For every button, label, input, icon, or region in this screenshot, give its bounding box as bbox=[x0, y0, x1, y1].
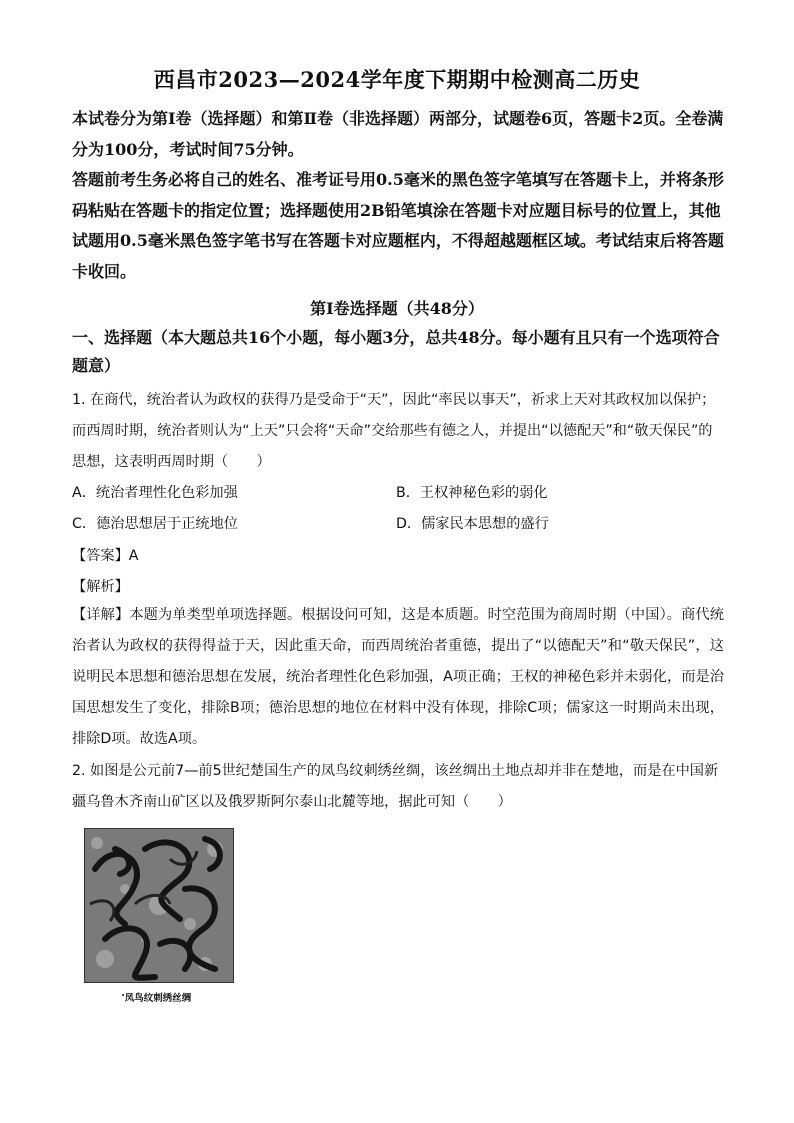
answer-value: A bbox=[128, 548, 139, 564]
option-d: D．儒家民本思想的盛行 bbox=[396, 516, 549, 532]
question-2-stem: 2. 如图是公元前7—前5世纪楚国生产的凤鸟纹刺绣丝绸，该丝绸出土地点却并非在楚地，而是在中国新疆乌鲁木齐南山矿区以及俄罗斯阿尔泰山北麓等地，据此可知（ ） bbox=[72, 763, 719, 810]
question-1 bbox=[72, 385, 724, 478]
question-1-stem: 1. 在商代，统治者认为政权的获得乃是受命于“天”，因此“率民以事天”，祈求上天对其政权加以保护；而西周时期，统治者则认为“上天”只会将“天命”交给那些有德之人，并提出“以德配天”和“敬天保民”的思想，这表明西周时期（ ） bbox=[72, 392, 716, 470]
instructions-paragraph-2: 答题前考生务必将自己的姓名、准考证号用0.5毫米的黑色签字笔填写在答题卡上，并将条形码粘贴在答题卡的指定位置；选择题使用2B铅笔填涂在答题卡对应题目标号的位置上，其他试题用0.5毫米黑色签字笔书写在答题卡对应题框内，不得超越题框区域。考试结束后将答题卡收回。 bbox=[72, 170, 724, 281]
part-title: 一、选择题（本大题总共16个小题，每小题3分，总共48分。每小题有且只有一个选项符合题意） bbox=[72, 328, 720, 375]
option-c: C．德治思想居于正统地位 bbox=[72, 516, 238, 532]
section-title: 第Ⅰ卷选择题（共48分） bbox=[310, 299, 484, 318]
detail-text: 本题为单类型单项选择题。根据设问可知，这是本质题。时空范围为商周时期（中国）。商代统治者认为政权的获得得益于天，因此重天命，而西周统治者重德，提出了“以德配天”和“敬天保民”，这说明民本思想和德治思想在发展，统治者理性化色彩加强，A项正确；王权的神秘色彩并未弱化，而是治国思想发生了变化，排除B项；德治思想的地位在材料中没有体现，排除C项；儒家这一时期尚未出现，排除D项。故选A项。 bbox=[72, 607, 724, 747]
option-a: A．统治者理性化色彩加强 bbox=[72, 485, 238, 501]
answer-tag: 【答案】 bbox=[72, 548, 129, 564]
instructions-paragraph-1: 本试卷分为第Ⅰ卷（选择题）和第Ⅱ卷（非选择题）两部分，试题卷6页，答题卡2页。全卷满分为100分，考试时间75分钟。 bbox=[72, 109, 724, 159]
analysis-tag: 【解析】 bbox=[72, 579, 129, 595]
answer-line bbox=[72, 545, 138, 565]
page-title: 西昌市2023—2024学年度下期期中检测高二历史 bbox=[153, 67, 641, 92]
option-b: B．王权神秘色彩的弱化 bbox=[396, 485, 548, 501]
exam-instructions bbox=[72, 104, 724, 287]
question-2 bbox=[72, 756, 724, 818]
detail-tag: 【详解】 bbox=[72, 607, 130, 623]
figure-caption: 凤鸟纹刺绣丝绸 bbox=[124, 993, 192, 1004]
embroidered-silk-pattern bbox=[85, 829, 233, 982]
phoenix-silk-image bbox=[84, 828, 234, 983]
detail-paragraph bbox=[72, 600, 724, 755]
